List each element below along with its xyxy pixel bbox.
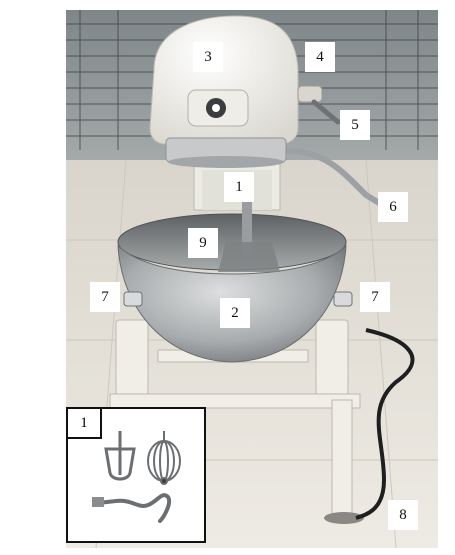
wire-whisk-icon [148, 431, 180, 484]
dough-hook-icon [92, 495, 169, 521]
label-power-cable: 8 [388, 500, 418, 530]
flat-beater-icon [106, 431, 134, 479]
label-shift-lever: 5 [340, 110, 370, 140]
label-beater-shaft: 1 [224, 172, 254, 202]
inset-number-tag: 1 [68, 409, 102, 439]
label-bowl-lift-handle: 6 [378, 192, 408, 222]
label-bowl-clamp-right: 7 [360, 282, 390, 312]
label-speed-knob: 4 [305, 42, 335, 72]
label-bowl-clamp-left: 7 [90, 282, 120, 312]
label-agitator: 9 [188, 228, 218, 258]
attachments-inset [66, 407, 206, 543]
label-bowl: 2 [220, 298, 250, 328]
label-head-cover: 3 [193, 42, 223, 72]
